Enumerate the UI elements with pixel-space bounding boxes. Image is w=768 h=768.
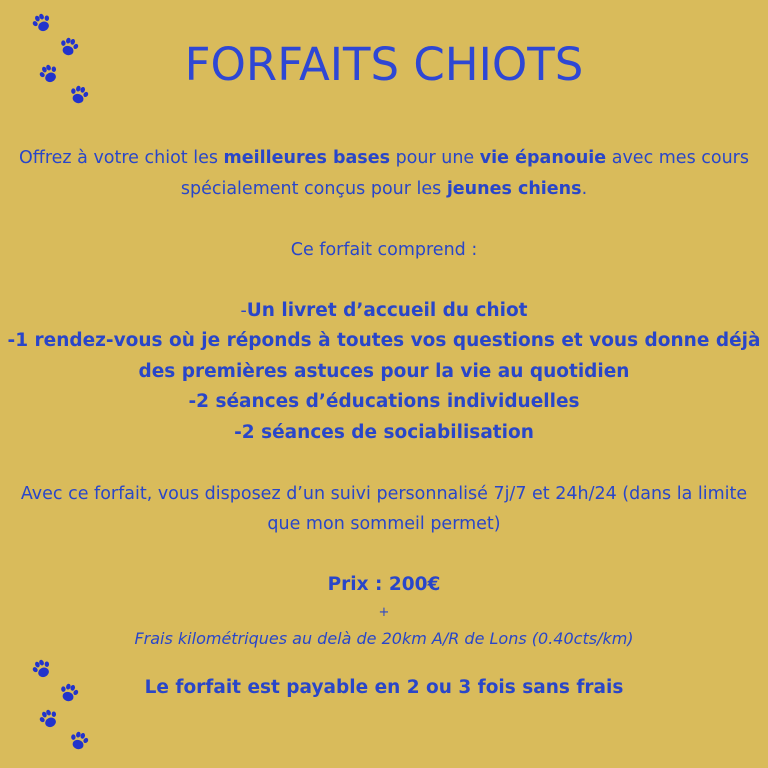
paw-icon xyxy=(27,8,56,37)
intro-paragraph xyxy=(6,143,762,204)
followup-text: Avec ce forfait, vous disposez d’un suivi personnalisé 7j/7 et 24h/24 (dans la limite que mon sommeil permet) xyxy=(20,483,748,534)
intro-highlight: meilleures bases xyxy=(223,148,391,168)
intro-text: avec mes cours spécialement conçus pour les xyxy=(180,148,749,199)
intro-text: pour une xyxy=(390,148,480,168)
package-item-text: Un livret d’accueil du chiot xyxy=(246,299,528,321)
intro-highlight: jeunes chiens xyxy=(446,178,582,199)
paw-icon xyxy=(66,728,93,755)
page-title: FORFAITS CHIOTS xyxy=(184,38,584,91)
payment-terms: Le forfait est payable en 2 ou 3 fois sans frais xyxy=(144,676,624,698)
package-item: -Un livret d’accueil du chiot xyxy=(240,299,528,321)
travel-fees: Frais kilométriques au delà de 20km A/R de Lons (0.40cts/km) xyxy=(134,628,634,648)
package-item: -2 séances de sociabilisation xyxy=(234,421,534,443)
main-content xyxy=(6,143,762,703)
intro-text: Offrez à votre chiot les xyxy=(19,148,224,168)
price-label: Prix : 200€ xyxy=(327,574,441,595)
intro-highlight: vie épanouie xyxy=(479,148,607,168)
package-item: -1 rendez-vous où je réponds à toutes vos questions et vous donne déjà des premières astuces pour la vie au quotidien xyxy=(7,330,761,382)
paw-icon xyxy=(34,704,63,733)
package-item: -2 séances d’éducations individuelles xyxy=(188,391,580,412)
includes-heading: Ce forfait comprend : xyxy=(290,239,478,260)
intro-text: . xyxy=(581,178,588,199)
plus-sign: + xyxy=(378,604,390,620)
